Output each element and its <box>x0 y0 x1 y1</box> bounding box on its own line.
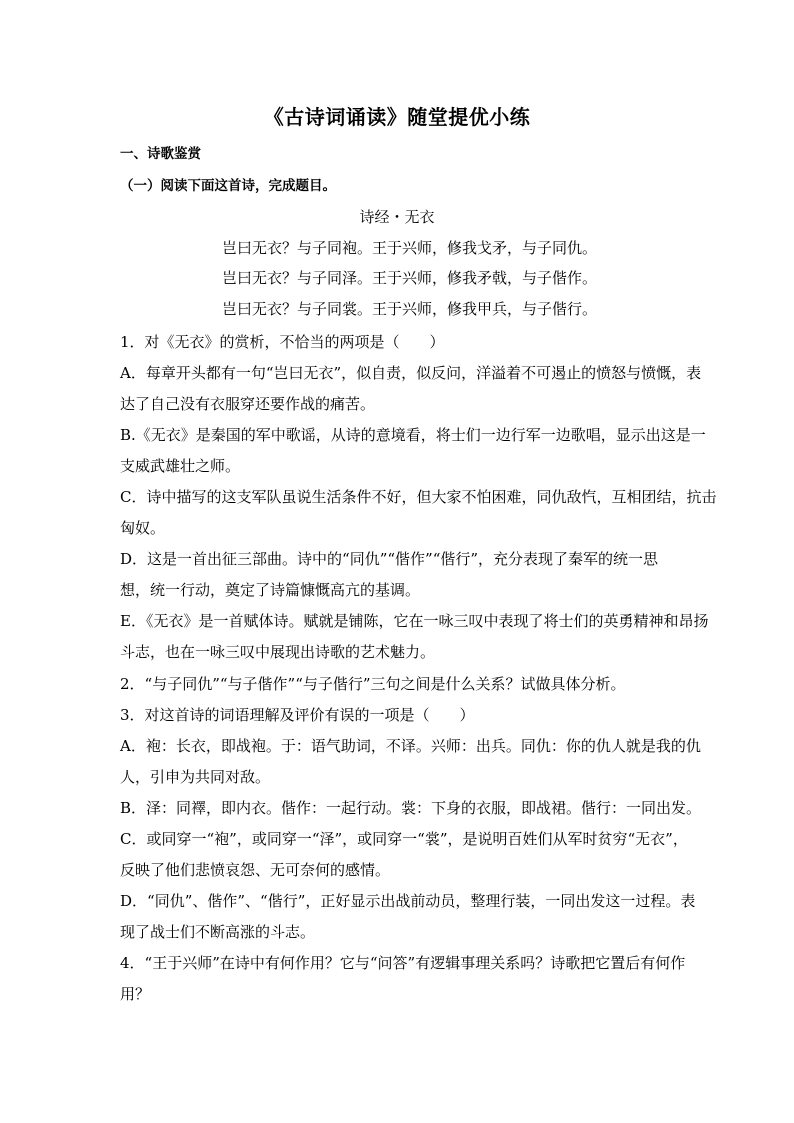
question-3-option-c: C．或同穿一“袍”，或同穿一“泽”，或同穿一“裳”，是说明百姓们从军时贫穷“无衣”， 反映了他们悲愤哀怨、无可奈何的感情。 <box>120 830 688 879</box>
question-1-option-e: E．《无衣》是一首赋体诗。赋就是铺陈，它在一咏三叹中表现了将士们的英勇精神和昂扬 斗志，也在一咏三叹中展现出诗歌的艺术魅力。 <box>120 612 709 661</box>
question-3-option-b: B．泽：同襗，即内衣。偕作：一起行动。裳：下身的衣服，即战裙。偕行：一同出发。 <box>120 799 702 817</box>
question-3-option-d: D．“同仇”、偕作”、“偕行”，正好显示出战前动员，整理行装，一同出发这一过程。表 现了战士们不断高涨的斗志。 <box>120 892 696 941</box>
question-3-stem: 3．对这首诗的词语理解及评价有误的一项是（ ） <box>120 706 475 724</box>
question-1-option-a: A．每章开头都有一句“岂曰无衣”，似自责，似反问，洋溢着不可遏止的愤怒与愤慨，表 达了自己没有衣服穿还要作战的痛苦。 <box>120 364 702 413</box>
subsection-heading: （一）阅读下面这首诗，完成题目。 <box>120 178 336 194</box>
question-2-stem: 2．“与子同仇”“与子偕作”“与子偕行”三句之间是什么关系？试做具体分析。 <box>120 675 626 693</box>
section-heading-poetry: 一、诗歌鉴赏 <box>120 146 201 162</box>
poem-line: 岂曰无衣？与子同袍。王于兴师，修我戈矛，与子同仇。 <box>222 239 598 257</box>
page-title: 《古诗词诵读》随堂提优小练 <box>263 105 531 129</box>
question-1-stem: 1．对《无衣》的赏析，不恰当的两项是（ ） <box>120 333 445 351</box>
question-3-option-a: A．袍：长衣，即战袍。于：语气助词，不译。兴师：出兵。同仇：你的仇人就是我的仇 人，引申为共同对敌。 <box>120 737 701 786</box>
question-1-option-b: B.《无衣》是秦国的军中歌谣，从诗的意境看，将士们一边行军一边歌唱，显示出这是一 支威武雄壮之师。 <box>120 426 706 475</box>
poem-line: 岂曰无衣？与子同裳。王于兴师，修我甲兵，与子偕行。 <box>222 300 598 318</box>
poem-title: 诗经・无衣 <box>359 208 435 226</box>
question-1-option-c: C．诗中描写的这支军队虽说生活条件不好，但大家不怕困难，同仇敌忾，互相团结，抗击 匈奴。 <box>120 488 717 537</box>
question-1-option-d: D．这是一首出征三部曲。诗中的“同仇”“偕作”“偕行”，充分表现了秦军的统一思 想，统一行动，奠定了诗篇慷慨高亢的基调。 <box>120 550 659 599</box>
question-4-stem: 4．“王于兴师”在诗中有何作用？它与“问答”有逻辑事理关系吗？诗歌把它置后有何作 用？ <box>120 954 686 1003</box>
poem-line: 岂曰无衣？与子同泽。王于兴师，修我矛戟，与子偕作。 <box>222 269 598 287</box>
